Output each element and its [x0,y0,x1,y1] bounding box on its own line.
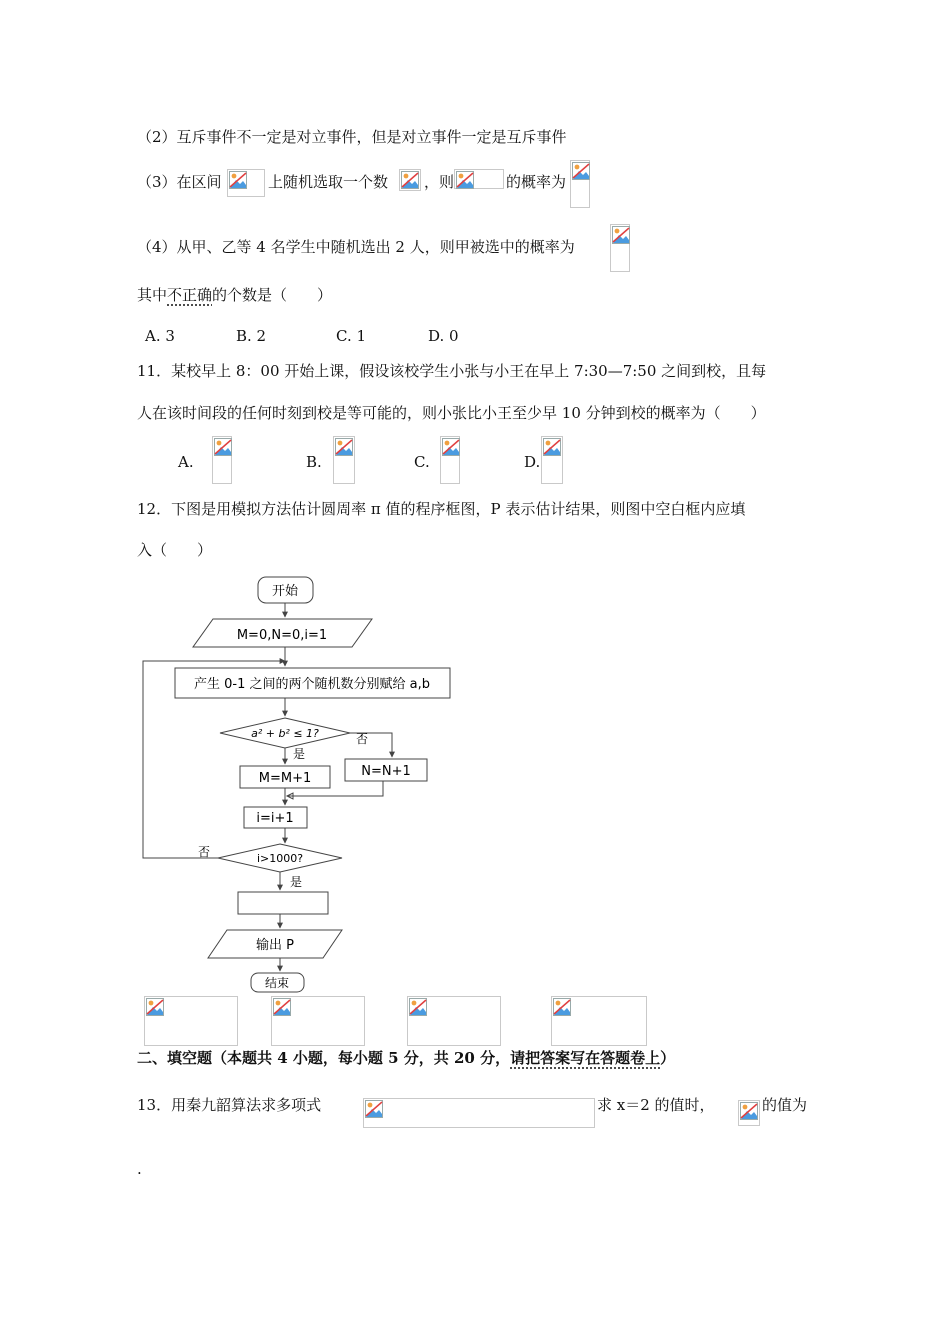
broken-image-icon [146,998,164,1016]
flowchart-n-increment-label: N=N+1 [361,764,411,779]
flowchart-no-1: 否 [356,732,369,746]
question-13-mid: 求 x＝2 的值时， [597,1096,715,1114]
incorrect-prefix: 其中 [137,286,168,304]
flowchart-generate-label: 产生 0-1 之间的两个随机数分别赋给 a,b [194,677,430,692]
question-13-suffix: 的值为 [762,1096,808,1114]
broken-image-icon [409,998,427,1016]
question-10-stem [137,284,332,306]
section-2-title-a: 二、填空题（本题共 4 小题，每小题 5 分，共 20 分， [137,1049,511,1067]
section-2-title-em: 请把答案写在答题卷上 [510,1049,661,1067]
broken-image-icon [335,438,353,456]
flowchart-init-label: M=0,N=0,i=1 [236,628,328,643]
question-13-prefix: 13．用秦九韶算法求多项式 [137,1096,322,1114]
q11-option-b-image [333,436,355,484]
q11-option-d-image [541,436,563,484]
flowchart-yes-2: 是 [290,875,303,889]
q11-option-a: A. [178,453,194,471]
flowchart-output-label: 输出 P [256,938,294,953]
q10-option-d: D. 0 [428,327,459,345]
flowchart-end-label: 结束 [264,976,290,990]
probability-image-3 [570,160,590,208]
q10-option-c: C. 1 [336,327,367,345]
flowchart-no-2: 否 [198,845,211,859]
q10-option-b: B. 2 [236,327,267,345]
statement-3-part-b: 上随机选取一个数 [268,173,389,191]
q11-option-d: D. [524,453,541,471]
q11-option-b: B. [306,453,322,471]
broken-image-icon [229,171,247,189]
condition-image [454,169,504,189]
statement-2: （2）互斥事件不一定是对立事件，但是对立事件一定是互斥事件 [137,128,567,146]
q11-option-c-image [440,436,460,484]
flowchart-condition-1-label: a² + b² ≤ 1? [251,727,319,740]
flowchart-blank-box [238,892,328,914]
q12-option-c-image [407,996,501,1046]
statement-3-part-c: ，则 [424,173,455,191]
flowchart-yes-1: 是 [293,747,306,761]
question-12-line-1: 12．下图是用模拟方法估计圆周率 π 值的程序框图，P 表示估计结果，则图中空白框内应填 [137,500,746,518]
variable-image [399,169,421,191]
broken-image-icon [572,162,590,180]
statement-3-part-a: （3）在区间 [137,173,222,191]
broken-image-icon [612,226,630,244]
probability-image-4 [610,224,630,272]
interval-image [227,169,265,197]
q11-option-a-image [212,436,232,484]
broken-image-icon [365,1100,383,1118]
question-11-line-2: 人在该时间段的任何时刻到校是等可能的，则小张比小王至少早 10 分钟到校的概率为（ ） [137,404,766,422]
q11-option-c: C. [414,453,430,471]
broken-image-icon [214,438,232,456]
broken-image-icon [553,998,571,1016]
question-13-tail: . [137,1160,142,1178]
flowchart [130,570,470,995]
flowchart-i-increment-label: i=i+1 [256,811,294,826]
q12-option-d-image [551,996,647,1046]
flowchart-start-label: 开始 [271,584,299,599]
broken-image-icon [456,171,474,189]
incorrect-suffix: 的个数是（ ） [212,286,333,304]
statement-3-part-d: 的概率为 [506,173,567,191]
question-11-line-1: 11．某校早上 8：00 开始上课，假设该校学生小张与小王在早上 7:30—7:50 之间到校，且每 [137,362,767,380]
broken-image-icon [401,171,419,189]
section-2-title [137,1047,675,1069]
broken-image-icon [740,1102,758,1120]
q12-option-b-image [271,996,365,1046]
broken-image-icon [442,438,460,456]
section-2-title-c: ） [660,1049,676,1067]
flowchart-condition-2-label: i>1000? [256,852,304,865]
broken-image-icon [273,998,291,1016]
v-value-image [738,1100,760,1126]
statement-4: （4）从甲、乙等 4 名学生中随机选出 2 人，则甲被选中的概率为 [137,238,575,256]
q12-option-a-image [144,996,238,1046]
flowchart-m-increment-label: M=M+1 [258,771,312,786]
incorrect-emphasis: 不正确 [167,286,213,304]
question-12-line-2: 入（ ） [137,541,213,559]
q10-option-a: A. 3 [145,327,175,345]
polynomial-image [363,1098,595,1128]
broken-image-icon [543,438,561,456]
